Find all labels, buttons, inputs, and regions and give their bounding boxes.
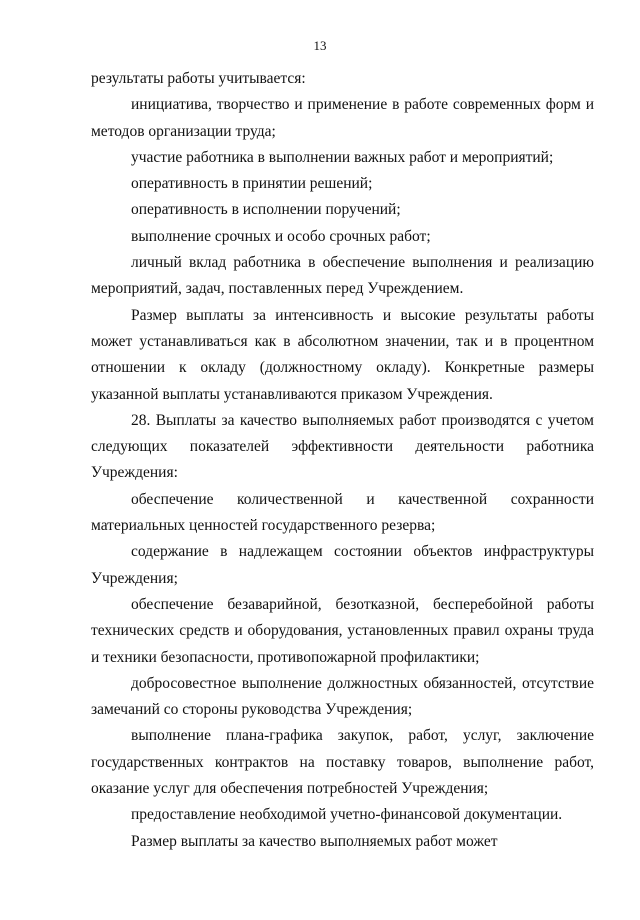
paragraph: выполнение плана-графика закупок, работ, услуг, заключение государственных контрактов на поставку товаров, выполнение работ, оказание услуг для обеспечения потребностей Учреждения; (91, 727, 594, 798)
paragraph: обеспечение количественной и качественной сохранности материальных ценностей государственного резерва; (91, 490, 594, 535)
paragraph: обеспечение безаварийной, безотказной, бесперебойной работы технических средств и оборудования, установленных правил охраны труда и техники безопасности, противопожарной профилактики; (91, 595, 594, 666)
document-body (91, 66, 594, 855)
paragraph: Размер выплаты за качество выполняемых работ может (131, 832, 498, 850)
paragraph: оперативность в исполнении поручений; (131, 201, 401, 219)
paragraph: добросовестное выполнение должностных обязанностей, отсутствие замечаний со стороны руководства Учреждения; (91, 674, 594, 719)
paragraph: 28. Выплаты за качество выполняемых работ производятся с учетом следующих показателей эффективности деятельности работника Учреждения: (91, 411, 594, 482)
paragraph: инициатива, творчество и применение в работе современных форм и методов организации труда; (91, 96, 594, 140)
paragraph: результаты работы учитывается: (91, 70, 306, 87)
paragraph: личный вклад работника в обеспечение выполнения и реализацию мероприятий, задач, поставленных перед Учреждением. (91, 254, 594, 298)
paragraph: выполнение срочных и особо срочных работ; (131, 227, 431, 245)
page-number: 13 (313, 38, 327, 53)
paragraph: Размер выплаты за интенсивность и высокие результаты работы может устанавливаться как в абсолютном значении, так и в процентном отношении к окладу (должностному окладу). Конкретные размеры указанной выплаты устанавливаются приказом Учреждения. (91, 306, 594, 403)
paragraph: участие работника в выполнении важных работ и мероприятий; (131, 148, 554, 166)
paragraph: оперативность в принятии решений; (131, 175, 373, 193)
paragraph: содержание в надлежащем состоянии объектов инфраструктуры Учреждения; (91, 543, 594, 587)
paragraph: предоставление необходимой учетно-финансовой документации. (131, 806, 563, 824)
